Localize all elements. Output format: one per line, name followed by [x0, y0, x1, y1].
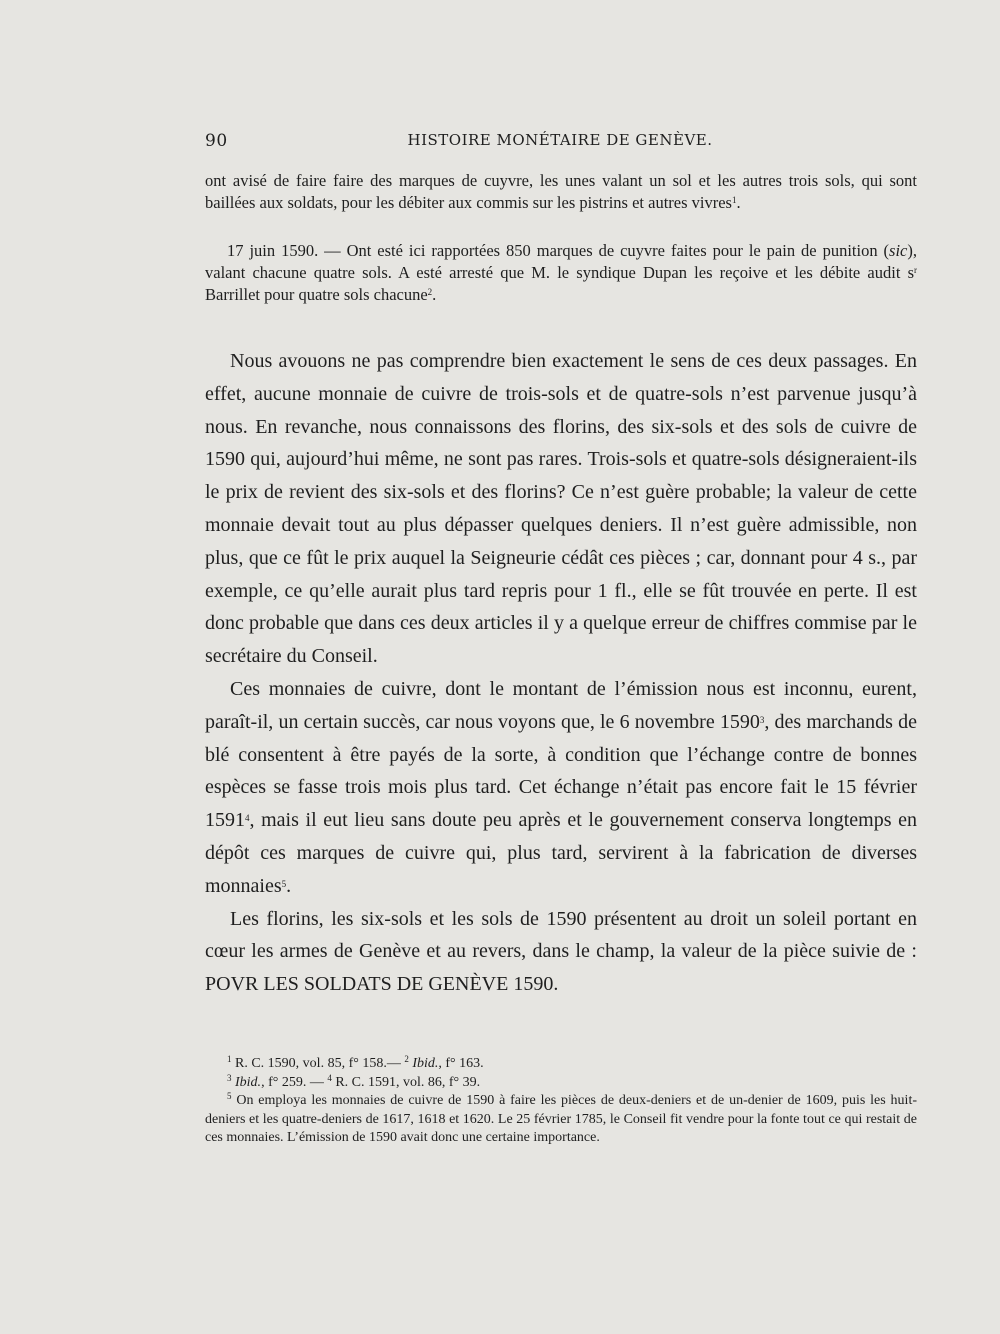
footnote-line-2	[205, 1074, 917, 1093]
footnote-ref-5: 5	[281, 878, 287, 889]
sieur-abbrev-sup: r	[914, 265, 917, 275]
main-text	[205, 345, 917, 1001]
paragraph-3: Les florins, les six-sols et les sols de 1590 présentent au droit un soleil portant en cœur les armes de Genève et au revers, dans le champ, la valeur de la pièce suivie de : POVR LES SOLDATS DE GENÈVE 1590.	[205, 907, 917, 996]
quotation-1	[205, 170, 917, 214]
paragraph-2-a: Ces monnaies de cuivre, dont le montant de l’émission nous est inconnu, eurent, paraît-il, un certain succès, car nous voyons que, le 6 novembre 1590	[205, 677, 917, 733]
paragraph-2	[205, 673, 917, 903]
footnote-mark-4: 4	[327, 1072, 332, 1083]
paragraph-2-c: , mais il eut lieu sans doute peu après et le gouvernement conserva longtemps en dépôt ces marques de cuivre qui, plus tard, servirent à la fabrication de diverses monnaies	[205, 809, 917, 897]
footnote-ref-4: 4	[245, 813, 250, 824]
sic-marker: sic	[889, 241, 908, 260]
quotation-2-text-b: ), valant chacune quatre sols. A esté arresté que M. le syndique Dupan les reçoive et les débite audit s	[205, 241, 917, 282]
footnotes	[205, 1055, 917, 1148]
footnote-mark-1: 1	[227, 1054, 232, 1064]
footnote-3-text: , f° 259. —	[261, 1074, 328, 1090]
quotation-1-text: ont avisé de faire faire des marques de cuyvre, les unes valant un sol et les autres trois sols, qui sont baillées aux soldats, pour les débiter aux commis sur les pistrins et autres vivres	[205, 171, 917, 212]
quotation-2	[205, 240, 917, 306]
page-number: 90	[205, 131, 228, 151]
paragraph-2-d: .	[286, 874, 292, 897]
footnote-2-text: , f° 163.	[438, 1056, 484, 1071]
footnote-1-text: R. C. 1590, vol. 85, f° 158.—	[231, 1056, 405, 1071]
paragraph-1: Nous avouons ne pas comprendre bien exactement le sens de ces deux passages. En effet, aucune monnaie de cuivre de trois-sols et de quatre-sols n’est parvenue jusqu’à nous. En revanche, nous connaissons des florins, des six-sols et des sols de cuivre de 1590 qui, aujourd’hui même, ne sont pas rares. Trois-sols et quatre-sols désigneraient-ils le prix de revient des six-sols et des florins? Ce n’est guère probable; la valeur de cette monnaie devait tout au plus dépasser quelques deniers. Il n’est guère admissible, non plus, que ce fût le prix auquel la Seigneurie cédât ces pièces ; car, donnant pour 4 s., par exemple, ce qu’elle aurait plus tard repris pour 1 fl., elle se fût trouvée en perte. Il est donc probable que dans ces deux articles il y a quelque erreur de chiffres commise par le secrétaire du Conseil.	[205, 350, 917, 668]
quotation-2-text-a: — Ont esté ici rapportées 850 marques de cuyvre faites pour le pain de punition (	[318, 241, 890, 260]
footnote-ref-2: 2	[427, 287, 433, 297]
paragraph-2-b: , des marchands de blé consentent à être payés de la sorte, à condition que l’échange contre de bonnes espèces se fasse trois mois plus tard. Cet échange n’était pas encore fait le 15 février 1591	[205, 710, 917, 832]
quotation-2-end: .	[432, 285, 437, 304]
footnote-mark-2: 2	[404, 1054, 409, 1064]
quotation-2-text-c: Barrillet pour quatre sols chacune	[205, 285, 428, 304]
footnote-line-1	[205, 1055, 917, 1074]
footnote-mark-3: 3	[227, 1072, 232, 1083]
footnote-mark-5: 5	[227, 1091, 232, 1101]
quotation-2-date: 17 juin 1590.	[227, 241, 319, 260]
footnote-ref-3: 3	[759, 714, 765, 725]
footnote-4-text: R. C. 1591, vol. 86, f° 39.	[331, 1074, 481, 1090]
page-header	[205, 131, 915, 151]
footnote-3-ibid: Ibid.	[235, 1074, 262, 1090]
quotation-1-end: .	[736, 193, 741, 212]
footnote-5-text: On employa les monnaies de cuivre de 1590 à faire les pièces de deux-deniers et de un-denier de 1609, puis les huit-deniers et les quatre-deniers de 1617, 1618 et 1620. Le 25 février 1785, le Conseil fit vendre pour la fonte tout ce qui restait de ces monnaies. L’émission de 1590 avait donc une certaine importance.	[205, 1093, 917, 1145]
footnote-2-ibid: Ibid.	[412, 1056, 439, 1071]
running-title: HISTOIRE MONÉTAIRE DE GENÈVE.	[407, 131, 713, 149]
footnote-line-3	[205, 1092, 917, 1148]
footnote-ref-1: 1	[731, 195, 737, 205]
